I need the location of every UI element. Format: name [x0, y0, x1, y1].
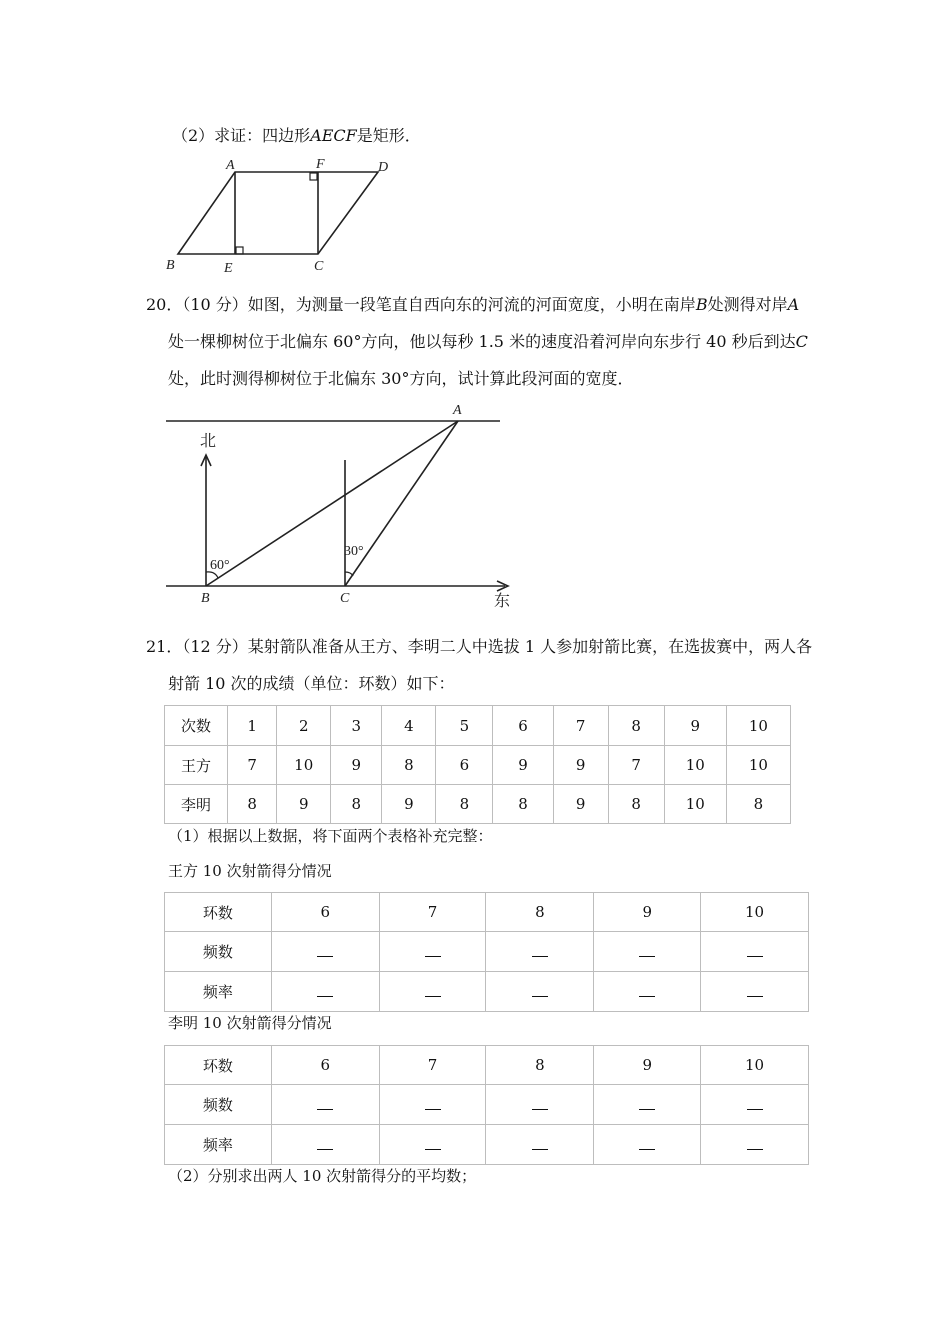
wangfang-freq-table: [164, 892, 809, 1012]
q20-river-figure: [160, 400, 520, 610]
freq-row-label: 频数: [165, 1085, 272, 1125]
scores-header-cell: 8: [608, 706, 664, 746]
label-B: B: [201, 591, 210, 606]
angle-30-label: 30°: [344, 544, 364, 559]
q20-line3: 处，此时测得柳树位于北偏东 30°方向，试计算此段河面的宽度．: [168, 369, 634, 388]
freq-header-cell: 6: [271, 893, 379, 932]
q21-line2: 射箭 10 次的成绩（单位：环数）如下：: [168, 674, 455, 693]
scores-header-cell: 3: [331, 706, 382, 746]
label-E: E: [224, 261, 233, 276]
scores-cell: 8: [726, 785, 790, 824]
scores-table: [164, 705, 791, 824]
answer-blank[interactable]: [701, 972, 809, 1012]
answer-blank[interactable]: [701, 932, 809, 972]
scores-header-row: [165, 706, 791, 746]
scores-cell: 6: [436, 746, 493, 785]
scores-cell: 7: [608, 746, 664, 785]
freq-header-row: [165, 893, 809, 932]
label-A: A: [226, 158, 235, 173]
freq-row-label: 频数: [165, 932, 272, 972]
line-BA: [206, 421, 458, 586]
answer-blank[interactable]: [271, 1085, 379, 1125]
scores-cell: 9: [331, 746, 382, 785]
scores-cell: 10: [726, 746, 790, 785]
scores-header-cell: 2: [277, 706, 331, 746]
freq-header-cell: 6: [271, 1046, 379, 1085]
scores-cell: 7: [228, 746, 277, 785]
scores-header-cell: 10: [726, 706, 790, 746]
answer-blank[interactable]: [594, 972, 701, 1012]
freq-header-cell: 7: [379, 893, 486, 932]
scores-row-wangfang: [165, 746, 791, 785]
answer-blank[interactable]: [701, 1125, 809, 1165]
freq-rate-row: [165, 972, 809, 1012]
answer-blank[interactable]: [701, 1085, 809, 1125]
scores-header-cell: 4: [382, 706, 436, 746]
angle-60-label: 60°: [210, 558, 230, 573]
answer-blank[interactable]: [379, 1085, 486, 1125]
scores-header-cell: 1: [228, 706, 277, 746]
scores-header-cell: 次数: [165, 706, 228, 746]
freq-header-cell: 8: [486, 1046, 594, 1085]
table-a-title: 王方 10 次射箭得分情况: [168, 862, 332, 880]
north-label: 北: [200, 433, 217, 450]
freq-header-cell: 8: [486, 893, 594, 932]
answer-blank[interactable]: [271, 1125, 379, 1165]
freq-header-cell: 10: [701, 1046, 809, 1085]
freq-header-cell: 9: [594, 1046, 701, 1085]
line-CA: [345, 421, 458, 586]
q21-part2: （2）分别求出两人 10 次射箭得分的平均数；: [168, 1167, 477, 1185]
scores-cell: 10: [277, 746, 331, 785]
answer-blank[interactable]: [486, 1125, 594, 1165]
scores-cell: 9: [553, 746, 608, 785]
scores-cell: 9: [553, 785, 608, 824]
scores-cell: 9: [277, 785, 331, 824]
scores-cell: 李明: [165, 785, 228, 824]
freq-count-row: [165, 932, 809, 972]
scores-header-cell: 9: [664, 706, 726, 746]
scores-cell: 8: [493, 785, 553, 824]
label-D: D: [378, 160, 389, 175]
freq-header-cell: 7: [379, 1046, 486, 1085]
freq-rate-row: [165, 1125, 809, 1165]
label-C: C: [314, 259, 324, 274]
freq-header-cell: 环数: [165, 893, 272, 932]
freq-row-label: 频率: [165, 972, 272, 1012]
scores-cell: 10: [664, 785, 726, 824]
freq-header-cell: 10: [701, 893, 809, 932]
answer-blank[interactable]: [379, 1125, 486, 1165]
scores-header-cell: 5: [436, 706, 493, 746]
answer-blank[interactable]: [271, 972, 379, 1012]
answer-blank[interactable]: [594, 1125, 701, 1165]
scores-cell: 8: [608, 785, 664, 824]
q20-line2: 处一棵柳树位于北偏东 60°方向，他以每秒 1.5 米的速度沿着河岸向东步行 40 秒后到达C: [168, 332, 808, 351]
east-label: 东: [494, 593, 511, 610]
liming-freq-table: [164, 1045, 809, 1165]
scores-header-cell: 7: [553, 706, 608, 746]
answer-blank[interactable]: [379, 932, 486, 972]
scores-cell: 8: [331, 785, 382, 824]
scores-cell: 9: [493, 746, 553, 785]
q19-parallelogram-figure: [160, 150, 400, 275]
scores-cell: 8: [228, 785, 277, 824]
label-C: C: [340, 591, 350, 606]
q21-part1: （1）根据以上数据，将下面两个表格补充完整：: [168, 827, 493, 845]
table-b-title: 李明 10 次射箭得分情况: [168, 1014, 332, 1032]
q20-line1: 20．（10 分）如图，为测量一段笔直自西向东的河流的河面宽度，小明在南岸B处测得对岸A: [146, 295, 800, 314]
freq-header-row: [165, 1046, 809, 1085]
parallelogram-shape: [178, 172, 378, 254]
answer-blank[interactable]: [486, 1085, 594, 1125]
scores-header-cell: 6: [493, 706, 553, 746]
freq-row-label: 频率: [165, 1125, 272, 1165]
label-A: A: [453, 403, 462, 418]
scores-cell: 8: [382, 746, 436, 785]
q19-part2-text: （2）求证：四边形AECF是矩形．: [172, 126, 421, 145]
answer-blank[interactable]: [379, 972, 486, 1012]
q21-line1: 21．（12 分）某射箭队准备从王方、李明二人中选拔 1 人参加射箭比赛，在选拔赛中，两人各: [146, 637, 813, 656]
label-B: B: [166, 258, 175, 273]
answer-blank[interactable]: [271, 932, 379, 972]
scores-cell: 8: [436, 785, 493, 824]
freq-count-row: [165, 1085, 809, 1125]
scores-cell: 9: [382, 785, 436, 824]
scores-row-liming: [165, 785, 791, 824]
answer-blank[interactable]: [486, 932, 594, 972]
answer-blank[interactable]: [486, 972, 594, 1012]
label-F: F: [316, 157, 325, 172]
scores-cell: 王方: [165, 746, 228, 785]
scores-cell: 10: [664, 746, 726, 785]
freq-header-cell: 环数: [165, 1046, 272, 1085]
answer-blank[interactable]: [594, 932, 701, 972]
answer-blank[interactable]: [594, 1085, 701, 1125]
freq-header-cell: 9: [594, 893, 701, 932]
